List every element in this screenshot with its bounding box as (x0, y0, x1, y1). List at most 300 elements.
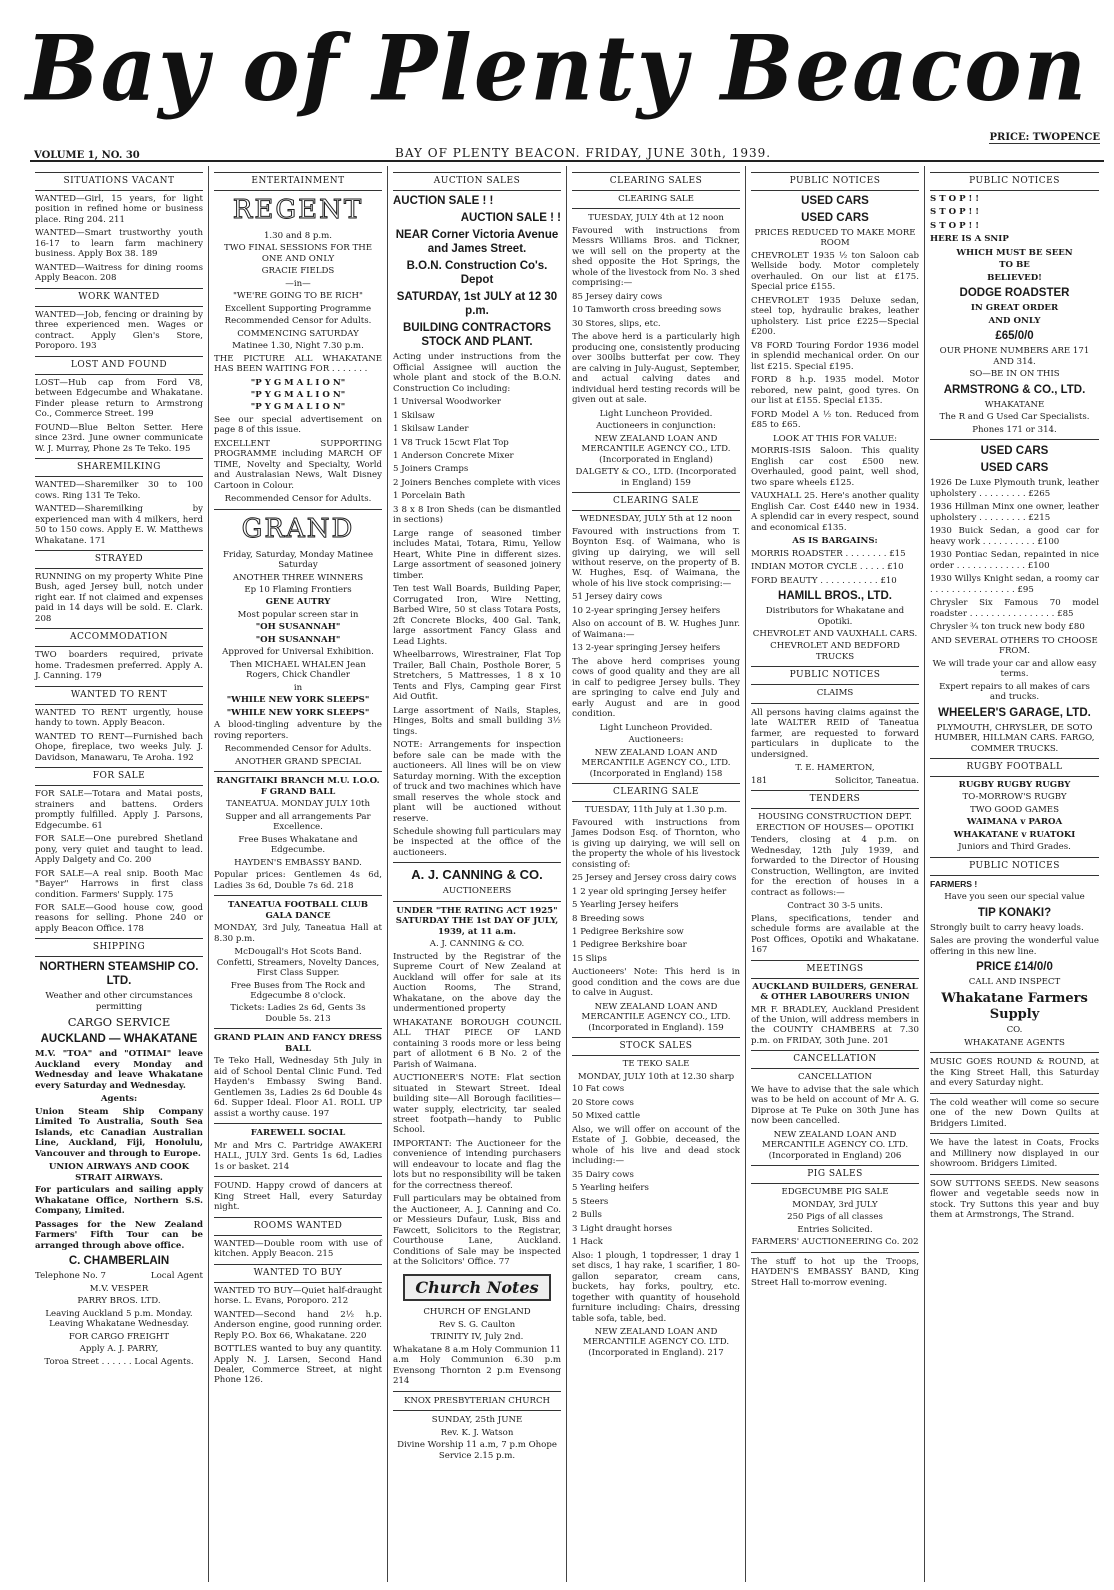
classified-ad: WANTED—Smart trustworthy youth 16-17 to learn farm machinery business. Apply Box 38. 189 (35, 228, 203, 260)
text: We will trade your car and allow easy terms. (932, 658, 1097, 680)
text: Have you seen our special value (944, 892, 1085, 903)
section-heading: STOCK SALES (572, 1037, 740, 1056)
divider (214, 771, 382, 772)
text: S T O P ! ! (930, 207, 980, 218)
text: "WHILE NEW YORK SLEEPS" (226, 695, 370, 706)
list-item: 10 Fat cows (572, 1084, 625, 1095)
list-item: Chrysler ¾ ton truck new body £80 (930, 622, 1085, 633)
text: MONDAY, 3rd July, Taneatua Hall at 8.30 p.m. (214, 923, 382, 944)
section-heading: CANCELLATION (751, 1050, 919, 1069)
divider (214, 895, 382, 896)
section-heading: PUBLIC NOTICES (751, 172, 919, 191)
section-heading: LOST AND FOUND (35, 356, 203, 375)
list-item: 25 Jersey and Jersey cross dairy cows (572, 873, 737, 884)
column-4 (567, 166, 746, 1582)
text: SOW SUTTONS SEEDS. New seasons flower and vegetable seeds now in stock. Try Suttons this year and buy them at Armstrongs, The Strand. (930, 1178, 1099, 1221)
list-item: 30 Stores, slips, etc. (572, 318, 661, 329)
text: T. E. HAMERTON, (795, 763, 875, 774)
section-heading: RUGBY FOOTBALL (930, 758, 1099, 777)
classified-ad: FOR SALE—One purebred Shetland pony, very quiet and taught to lead. Apply Dalgety and Co. 200 (35, 834, 203, 866)
text: AND ONLY (988, 315, 1041, 326)
text: Excellent Supporting Programme (224, 303, 372, 314)
text: All persons having claims against the late WALTER REID of Taneatua farmer, are requested to forward particulars in duplicate to the undersigned. (751, 707, 919, 760)
auctioneer-name: A. J. CANNING & CO. (411, 867, 543, 883)
text: NEW ZEALAND LOAN AND MERCANTILE AGENCY CO., LTD. (Incorporated in England) 158 (581, 747, 731, 779)
text: MORRIS-ISIS Saloon. This quality English car cost £500 new. Overhauled, good paint, well shod, two spare wheels £125. (751, 446, 919, 488)
text: Union Steam Ship Company Limited To Australia, South Sea Islands, etc Canadian Australian Line, Auckland, Fiji, Honolulu, Vancouver and through to Europe. (35, 1106, 203, 1159)
event-title: TANEATUA FOOTBALL CLUB GALA DANCE (227, 900, 369, 921)
headline: USED CARS (801, 211, 869, 224)
text: Auctioneers: (628, 735, 684, 746)
section-heading: TENDERS (751, 790, 919, 809)
text: AUCTIONEER'S NOTE: Flat section situated in Stewart Street. Ideal building site—All Borough facilities—water supply, electricity, tar sealed street footpath—handy to Public School. (393, 1073, 561, 1136)
classified-ad: WANTED—Girl, 15 years, for light position in refined home or business place. Ring 204. 211 (35, 193, 203, 225)
text: PRICES REDUCED TO MAKE MORE ROOM (754, 228, 916, 249)
headline: BUILDING CONTRACTORS STOCK AND PLANT. (402, 322, 551, 349)
text: —in— (285, 278, 311, 289)
local-agent: Local Agent (150, 1271, 203, 1282)
text: Toroa Street . . . . . . Local Agents. (44, 1356, 194, 1367)
text: Favoured with instructions from Messrs Williams Bros. and Tickner, we will sell on the property at the shed opposite the Hot Springs, the whole of the livestock from No. 3 shed comprising:— (572, 225, 740, 289)
text: NEW ZEALAND LOAN AND MERCANTILE AGENCY CO. LTD. (Incorporated in England) 206 (761, 1129, 909, 1161)
text: PLYMOUTH, CHRYSLER, DE SOTO HUMBER, HILLMAN CARS. FARGO, COMMER TRUCKS. (934, 722, 1095, 754)
text: "P Y G M A L I O N" (250, 377, 346, 388)
column-1 (30, 166, 209, 1582)
divider (751, 703, 919, 704)
text: Ep 10 Flaming Frontiers (244, 585, 352, 595)
text: FORD Model A ½ ton. Reduced from £85 to £65. (751, 409, 919, 431)
classified-ad: WANTED—Waitress for dining rooms Apply Beacon. 208 (35, 262, 203, 284)
text: Tickets: Ladies 2s 6d, Gents 3s Double 5s. 213 (230, 1003, 366, 1024)
text: TO BE (999, 260, 1030, 271)
headline: USED CARS (980, 462, 1049, 475)
list-item: 8 Breeding sows (572, 913, 645, 924)
text: NEW ZEALAND LOAN AND MERCANTILE AGENCY CO., LTD. (Incorporated in England) (581, 433, 731, 465)
list-item: 2 Bulls (572, 1210, 602, 1221)
company-name: ARMSTRONG & CO., LTD. (943, 383, 1086, 396)
classified-ad: BOTTLES wanted to buy any quantity. Apply N. J. Larsen, Second Hand Dealer, Commerce Street, at night Phone 126. (214, 1344, 382, 1386)
text: CHEVROLET AND VAUXHALL CARS. (752, 629, 918, 639)
event-title: GRAND PLAIN AND FANCY DRESS BALL (214, 1033, 382, 1054)
text: NEW ZEALAND LOAN AND MERCANTILE AGENCY CO. LTD. (Incorporated in England). 217 (582, 1326, 730, 1358)
text: AUCKLAND BUILDERS, GENERAL & OTHER LABOURERS UNION (752, 981, 918, 1003)
text: Solicitor, Taneatua. (834, 775, 919, 786)
text: FOUND. Happy crowd of dancers at King Street Hall, every Saturday night. (214, 1181, 382, 1213)
event-title: FAREWELL SOCIAL (250, 1128, 346, 1139)
section-heading: SITUATIONS VACANT (35, 172, 203, 191)
text: Light Luncheon Provided. (599, 722, 713, 733)
text: FORD BEAUTY . . . . . . . . . . . £10 (751, 575, 897, 586)
text: Favoured with instructions from James Dodson Esq. of Thornton, who is giving up dairying, we will sell on the property the whole of his livestock consisting of: (572, 817, 740, 870)
text: PARRY BROS. LTD. (77, 1296, 161, 1307)
text: Also on account of B. W. Hughes Junr. of Waimana:— (572, 619, 740, 640)
list-item: 1 Anderson Concrete Mixer (393, 451, 514, 461)
column-5 (746, 166, 925, 1582)
text: Also: 1 plough, 1 topdresser, 1 dray 1 set discs, 1 hay rake, 1 scarifier, 1 80-gallon separator, cream cans, buckets, hay forks, poultry, etc. together with quantity of household furniture including: Chairs, dressing table sofa, table, bed. (572, 1250, 740, 1324)
text: The R and G Used Car Specialists. (939, 412, 1090, 423)
section-heading: FOR SALE (35, 767, 203, 786)
text: "WHILE NEW YORK SLEEPS" (226, 707, 370, 718)
text: Friday, Saturday, Monday Matinee Saturday (222, 549, 374, 571)
classified-ad: RUNNING on my property White Pine Bush, aged Jersey bull, notch under right ear. If not claimed and expenses paid in 14 days will be sold. E. Clark. 208 (35, 571, 203, 624)
text: Apply A. J. PARRY, (79, 1344, 159, 1355)
list-item: 51 Jersey dairy cows (572, 592, 663, 603)
price: £65/0/0 (995, 330, 1034, 343)
agent-row (35, 1271, 203, 1281)
text: For particulars and sailing apply Whakatane Office, Northern S.S. Company, Limited. (35, 1185, 203, 1217)
list-item: 5 Steers (572, 1196, 609, 1207)
section-heading: MEETINGS (751, 960, 919, 979)
list-item: 5 Yearling heifers (572, 1183, 649, 1194)
list-item: Chrysler Six Famous 70 model roadster . . . . . . . . . . . . . . . . £85 (930, 598, 1099, 619)
section-heading: WANTED TO RENT (35, 686, 203, 705)
list-item: 1930 Pontiac Sedan, repainted in nice order . . . . . . . . . . . . . £100 (930, 550, 1099, 571)
text: Full particulars may be obtained from the Auctioneer, A. J. Canning and Co. or Messieurs Dufaur, Lusk, Biss and Fawcett, Solicitors to the Registrar, Courthouse Lane, Auckland. Conditions of Sale may be inspected at the Solicitors' Office. 77 (393, 1194, 561, 1268)
text: Distributors for Whakatane and Opotiki. (765, 606, 905, 627)
column-6 (925, 166, 1104, 1582)
text: EDGECUMBE PIG SALE (781, 1187, 889, 1198)
text: Divine Worship 11 a.m, 7 p.m Ohope Service 2.15 p.m. (397, 1440, 557, 1461)
text: ANOTHER GRAND SPECIAL (235, 756, 361, 767)
list-item: 5 Joiners Cramps (393, 464, 469, 475)
text: V8 FORD Touring Fordor 1936 model in splendid mechanical order. On our list £215. Special £195. (751, 340, 919, 372)
list-item: 1 Pedigree Berkshire sow (572, 927, 684, 937)
text: Popular prices: Gentlemen 4s 6d, Ladies 3s 6d, Double 7s 6d. 218 (214, 870, 382, 891)
event-title: RANGITAIKI BRANCH M.U. I.O.O. F GRAND BALL (216, 776, 380, 797)
text: UNION AIRWAYS AND COOK STRAIT AIRWAYS. (48, 1162, 190, 1183)
classified-ad: WANTED—Sharemilking by experienced man with 4 milkers, herd 50 to 150 cows. Apply E. W. Matthews Whakatane. 171 (35, 504, 203, 546)
classified-ad: FOR SALE—A real snip. Booth Mac "Bayer" Harrows in first class condition. Farmers' Supply. 175 (35, 868, 203, 900)
section-heading: AUCTION SALES (393, 172, 561, 191)
agent-name: C. CHAMBERLAIN (68, 1255, 170, 1268)
text: We have to advise that the sale which was to be held on account of Mr A. G. Diprose at Te Puke on 30th June has now been cancelled. (751, 1084, 919, 1127)
divider (214, 1176, 382, 1177)
list-item: 1930 Buick Sedan, a good car for heavy work . . . . . . . . . . £100 (930, 526, 1099, 547)
text: Recommended Censor for Adults. (224, 494, 372, 505)
divider (930, 1133, 1099, 1134)
volume-label: VOLUME 1, NO. 30 (34, 150, 140, 161)
section-heading: ROOMS WANTED (214, 1217, 382, 1236)
text: HAYDEN'S EMBASSY BAND. (234, 857, 362, 868)
text: INDIAN MOTOR CYCLE . . . . . £10 (751, 562, 904, 573)
text: FARMERS' AUCTIONEERING Co. 202 (751, 1237, 919, 1248)
regent-logo: REGENT (232, 194, 364, 225)
text: FARMERS ! (930, 878, 978, 889)
text: 250 Pigs of all classes (787, 1212, 883, 1223)
text: GRACIE FIELDS (261, 266, 335, 277)
text: CLAIMS (816, 688, 854, 699)
text: WHAKATANE (984, 399, 1045, 410)
text: Matinee 1.30, Night 7.30 p.m. (232, 341, 364, 352)
text: Auctioneers' Note: This herd is in good condition and the cows are due to calve in August. (572, 967, 740, 999)
divider (930, 1093, 1099, 1094)
classified-ad: WANTED TO RENT—Furnished bach Ohope, fireplace, two weeks July. J. Davidson, Manawaru, Te Aroha. 192 (35, 731, 203, 763)
text: Then MICHAEL WHALEN Jean Rogers, Chick Chandler (230, 659, 366, 681)
list-item: 1936 Hillman Minx one owner, leather upholstery . . . . . . . . . £215 (930, 502, 1099, 523)
headline: SATURDAY, 1st JULY at 12 30 p.m. (396, 291, 558, 318)
text: Strongly built to carry heavy loads. (930, 922, 1084, 933)
text: Favoured with instructions from T. Boynton Esq. of Waimana, who is giving up dairying, we will sell without reserve, on the property of B. W. Hughes, Esq. of Waimana, the whole of his live stock comprising:— (572, 526, 740, 589)
list-item: 2 Joiners Benches complete with vices (393, 477, 561, 488)
text: "OH SUSANNAH" (255, 622, 341, 633)
text: CHEVROLET 1935 ½ ton Saloon cab Wellside body. Motor completely overhauled. On our list at £175. Special price £155. (751, 250, 919, 293)
text: Light Luncheon Provided. (599, 408, 713, 419)
list-item: 35 Dairy cows (572, 1169, 634, 1180)
text: Contract 30 3-5 units. (787, 901, 883, 912)
divider (393, 1410, 561, 1411)
text: Leaving Auckland 5 p.m. Monday. Leaving Whakatane Wednesday. (45, 1308, 193, 1330)
text: Agents: (100, 1094, 138, 1105)
section-heading: ENTERTAINMENT (214, 172, 382, 191)
text: See our special advertisement on page 8 of this issue. (214, 414, 382, 436)
list-item: 3 8 x 8 Iron Sheds (can be dismantled in sections) (393, 504, 561, 526)
price: PRICE £14/0/0 (976, 961, 1053, 974)
classified-ad: WANTED TO BUY—Quiet half-draught horse. L. Evans, Poroporo. 212 (214, 1285, 382, 1307)
list-item: 1 Porcelain Bath (393, 491, 466, 502)
text: CO. (1006, 1025, 1023, 1036)
classified-ad: WANTED—Second hand 2½ h.p. Anderson engine, good running order. Reply P.O. Box 66, Whakatane. 220 (214, 1309, 382, 1341)
text: IMPORTANT: The Auctioneer for the convenience of intending purchasers will endeavour to locate and flag the lots but no responsibility will be taken for the correctness thereof. (393, 1138, 561, 1191)
text: Passages for the New Zealand Farmers' Fifth Tour can be arranged through above office. (35, 1219, 203, 1251)
text: Supper and all arrangements Par Excellence. (225, 811, 371, 833)
text: "P Y G M A L I O N" (250, 402, 346, 413)
text: SUNDAY, 25th JUNE (431, 1415, 523, 1426)
text: CALL AND INSPECT (968, 977, 1061, 988)
text: Large range of seasoned timber includes Matai, Totara, Rimu, Yellow Heart, White Pine in different sizes. Large assortment of seasoned joinery timber. (393, 528, 561, 581)
text: TWO FINAL SESSIONS FOR THE ONE AND ONLY (224, 243, 372, 264)
telephone: Telephone No. 7 (35, 1271, 107, 1282)
section-heading: SHAREMILKING (35, 458, 203, 477)
section-heading: SHIPPING (35, 938, 203, 957)
text: ANOTHER THREE WINNERS (232, 572, 364, 583)
text: MONDAY, 3rd JULY (792, 1199, 878, 1210)
text: Te Teko Hall, Wednesday 5th July in aid of School Dental Clinic Fund. Ted Hayden's Embassy Swing Band. Gentlemen 3s, Ladies 2s 6d Double 4s 6d. Supper Ideal. Floor A1. ROLL UP assist a worthy cause. 197 (214, 1056, 382, 1119)
text: Plans, specifications, tender and schedule forms are available at the Post Offices, Opotiki and Whakatane. 167 (751, 913, 919, 956)
text: VAUXHALL 25. Here's another quality English Car. Cost £440 new in 1934. A splendid car in every respect, sound and economical £135. (751, 491, 919, 533)
text: CHEVROLET 1935 Deluxe sedan, steel top, hydraulic brakes, leather upholstery. List price £225—Special £200. (751, 295, 919, 338)
headline: B.O.N. Construction Co's. Depot (406, 260, 548, 287)
list-item: 15 Slips (572, 953, 607, 964)
list-item: 1 Hack (572, 1237, 603, 1248)
company-name: HAMILL BROS., LTD. (778, 590, 892, 603)
divider (214, 1028, 382, 1029)
text: AS IS BARGAINS: (792, 536, 878, 547)
text: HERE IS A SNIP (930, 234, 1009, 245)
text: Mr and Mrs C. Partridge AWAKERI HALL, JULY 3rd. Gents 1s 6d, Ladies 1s or basket. 214 (214, 1140, 382, 1172)
list-item: 1 Pedigree Berkshire boar (572, 940, 687, 951)
text: TWO GOOD GAMES (970, 804, 1059, 815)
text: Rev. K. J. Watson (440, 1427, 514, 1438)
text: RUGBY RUGBY RUGBY (958, 779, 1071, 790)
text: The above herd is a particularly high producing one, consistently producing over 300lbs butterfat per cow. They are calving in July-August, September, and actual calving dates and individual herd testing records will be given out at sale. (572, 332, 740, 406)
text: NEW ZEALAND LOAN AND MERCANTILE AGENCY CO., LTD. (Incorporated in England). 159 (581, 1001, 731, 1033)
text: A. J. CANNING & CO. (429, 939, 525, 950)
text: NOTE: Arrangements for inspection before sale can be made with the auctioneers. All lines will be on view Saturday morning. With the exception of truck and two machines which have small reserves the whole stock and plant will be auctioned without reserve. (393, 740, 561, 824)
masthead-rule (30, 160, 1104, 162)
text: Auctioneers in conjunction: (596, 421, 716, 432)
text: BELIEVED! (987, 272, 1042, 283)
headline: NEAR Corner Victoria Avenue and James Street. (395, 229, 559, 256)
text: Free Buses from The Rock and Edgecumbe 8 o'clock. (230, 980, 366, 1001)
section-heading: STRAYED (35, 550, 203, 569)
list-item: 1 Skilsaw Lander (393, 424, 469, 435)
text: "P Y G M A L I O N" (250, 389, 346, 400)
text: The stuff to hot up the Troops, HAYDEN'S EMBASSY BAND, King Street Hall to-morrow evening. (751, 1256, 919, 1288)
text: HOUSING CONSTRUCTION DEPT. ERECTION OF HOUSES— OPOTIKI (756, 812, 914, 833)
section-heading: WORK WANTED (35, 288, 203, 307)
divider (393, 901, 561, 902)
divider (214, 1123, 382, 1124)
text: Wheelbarrows, Wirestrainer, Flat Top Trailer, Ball Chain, Posthole Borer, 5 Stretchers, 5 Mattresses, 1 8 x 10 Tents and Flys, Camping gear First Aid Outfit. (393, 650, 561, 703)
section-heading: PUBLIC NOTICES (930, 857, 1099, 876)
text: Whakatane 8 a.m Holy Communion 11 a.m Holy Communion 6.30 p.m Evensong Thornton 2 p.m Evensong 214 (393, 1344, 561, 1387)
text: TANEATUA. MONDAY JULY 10th (225, 799, 371, 810)
text: TUESDAY, 11th July at 1.30 p.m. (584, 805, 728, 816)
headline: TIP KONAKI? (977, 906, 1052, 919)
text: Rev S. G. Caulton (438, 1319, 516, 1330)
text: IN GREAT ORDER (970, 303, 1059, 314)
sale-title: CLEARING SALE (572, 492, 740, 511)
text: S T O P ! ! (930, 193, 980, 204)
text: McDougall's Hot Scots Band. Confetti, Streamers, Novelty Dances, First Class Supper. (216, 947, 380, 979)
text: GENE AUTRY (265, 597, 331, 608)
company-name: NORTHERN STEAMSHIP CO. LTD. (39, 961, 199, 988)
text: A blood-tingling adventure by the roving reporters. (214, 720, 382, 741)
list-item: 1 V8 Truck 15cwt Flat Top (393, 437, 509, 448)
list-item: 13 2-year springing Jersey heifers (572, 643, 721, 654)
text: Ten test Wall Boards, Building Paper, Corrugated Iron, Wire Netting, Barbed Wire, 50 st class Totara Posts, 2ft Concrete Blocks, 400 Gal. Tank, large assortment Fancy Glass and Lead Lights. (393, 584, 561, 647)
headline: USED CARS (801, 194, 869, 207)
columns (30, 166, 1104, 1582)
divider (393, 1391, 561, 1392)
text: Sales are proving the wonderful value offering in this new line. (930, 936, 1099, 957)
text: We have the latest in Coats, Frocks and Millinery now displayed in our showroom. Bridgers Limited. (930, 1138, 1099, 1170)
text: CARGO SERVICE (67, 1015, 171, 1030)
text: The cold weather will come so secure one of the new Down Quilts at Bridgers Limited. (930, 1097, 1099, 1129)
headline: DODGE ROADSTER (959, 287, 1070, 300)
ad-number: 181 (751, 775, 768, 786)
company-name: Whakatane Farmers Supply (941, 990, 1088, 1022)
text: MUSIC GOES ROUND & ROUND, at the King Street Hall, this Saturday and every Saturday night. (930, 1057, 1099, 1089)
list-item: 1 2 year old springing Jersey heifer (572, 886, 727, 897)
text: CHURCH OF ENGLAND (423, 1307, 531, 1318)
text: FORD 8 h.p. 1935 model. Motor rebored, new paint, good tyres. On our list at £155. Special £135. (751, 375, 919, 407)
text: WHAKATANE v RUATOKI (953, 829, 1076, 840)
text: TRINITY IV, July 2nd. (430, 1332, 524, 1343)
text: OUR PHONE NUMBERS ARE 171 AND 314. (939, 346, 1090, 367)
text: M.V. "TOA" and "OTIMAI" leave Auckland every Monday and Wednesday and leave Whakatane every Saturday and Wednesday. (35, 1049, 203, 1091)
company-name: WHEELER'S GARAGE, LTD. (938, 706, 1091, 719)
section-heading: PUBLIC NOTICES (930, 172, 1099, 191)
classified-ad: WANTED—Double room with use of kitchen. Apply Beacon. 215 (214, 1238, 382, 1260)
text: Instructed by the Registrar of the Supreme Court of New Zealand at Auckland will offer for sale at its Auction Rooms, The Strand, Whakatane, on the above day the undermentioned property (393, 951, 561, 1015)
list-item: 10 2-year springing Jersey heifers (572, 605, 721, 616)
text: Also, we will offer on account of the Estate of J. Gobbie, deceased, the whole of his live and dead stock including:— (572, 1124, 740, 1167)
list-item: 85 Jersey dairy cows (572, 291, 663, 302)
text: in (293, 682, 303, 693)
headline: AUCTION SALE ! ! (460, 211, 561, 224)
divider (930, 439, 1099, 440)
text: SO—BE IN ON THIS (969, 369, 1060, 380)
text: Juniors and Third Grades. (958, 842, 1071, 853)
text: Most popular screen star in (237, 609, 359, 620)
text: DALGETY & CO., LTD. (Incorporated in England) 159 (575, 467, 737, 488)
text: COMMENCING SATURDAY (237, 328, 359, 339)
list-item: 10 Tamworth cross breeding sows (572, 305, 722, 316)
text: TO-MORROW'S RUGBY (962, 792, 1067, 803)
list-item: 20 Store cows (572, 1097, 634, 1108)
text: WEDNESDAY, JULY 5th at 12 noon (579, 514, 733, 525)
text: Expert repairs to all makes of cars and trucks. (939, 681, 1090, 703)
text: Free Buses Whakatane and Edgecumbe. (238, 834, 358, 856)
text: Weather and other circumstances permitting (45, 991, 193, 1012)
section-heading: ACCOMMODATION (35, 628, 203, 647)
masthead (0, 0, 1114, 160)
text: Entries Solicited. (797, 1224, 873, 1235)
classified-ad: FOR SALE—Good house cow, good reasons for selling. Phone 240 or apply Beacon Office. 178 (35, 903, 203, 934)
text: Phones 171 or 314. (972, 424, 1057, 435)
text: EXCELLENT SUPPORTING PROGRAMME including MARCH OF TIME, Novelty and Specialty, World and Australasian News, Walt Disney Cartoon in Colour. (214, 438, 382, 491)
text: FOR CARGO FREIGHT (68, 1331, 170, 1342)
list-item: 1 Universal Woodworker (393, 397, 501, 408)
list-item: 50 Mixed cattle (572, 1111, 641, 1122)
text: TUESDAY, JULY 4th at 12 noon (588, 213, 724, 224)
text: UNDER "THE RATING ACT 1925" SATURDAY THE 1st DAY OF JULY, 1939, at 11 a.m. (395, 905, 559, 937)
newspaper-title: Bay of Plenty Beacon (25, 15, 1089, 122)
text: 1.30 and 8 p.m. (263, 230, 333, 241)
route: AUCKLAND — WHAKATANE (40, 1033, 198, 1046)
classified-ad: WANTED TO RENT urgently, house handy to town. Apply Beacon. (35, 707, 203, 729)
text: Recommended Censor for Adults. (224, 316, 372, 327)
text: Recommended Censor for Adults. (224, 744, 372, 755)
divider (572, 208, 740, 209)
column-3 (388, 166, 567, 1582)
section-heading: PIG SALES (751, 1165, 919, 1184)
classified-ad: WANTED—Job, fencing or draining by three experienced men. Wages or contract. Apply Glen's Store, Poroporo. 193 (35, 309, 203, 352)
list-item: 1930 Willys Knight sedan, a roomy car . . . . . . . . . . . . . . . . £95 (930, 574, 1099, 595)
list-item: 1926 De Luxe Plymouth trunk, leather upholstery . . . . . . . . . £265 (930, 478, 1099, 499)
text: MONDAY, JULY 10th at 12.30 sharp (577, 1071, 735, 1082)
classified-ad: FOUND—Blue Belton Setter. Here since 23rd. June owner communicate W. J. Murray, Phone 2s Te Teko. 195 (35, 422, 203, 454)
text: CHEVROLET AND BEDFORD TRUCKS (770, 641, 900, 662)
classified-ad: LOST—Hub cap from Ford V8, between Edgecumbe and Whakatane. Finder please return to Armstrong Co., Commerce Street. 199 (35, 377, 203, 420)
text: LOOK AT THIS FOR VALUE: (772, 433, 898, 444)
classified-ad: WANTED—Sharemilker 30 to 100 cows. Ring 131 Te Teko. (35, 480, 203, 501)
list-item: 1 Skilsaw (393, 410, 435, 421)
text: M.V. VESPER (89, 1283, 149, 1294)
text: "WE'RE GOING TO BE RICH" (232, 291, 364, 302)
text: KNOX PRESBYTERIAN CHURCH (403, 1395, 551, 1406)
divider (930, 1174, 1099, 1175)
section-heading: CLEARING SALES (572, 172, 740, 191)
text: Large assortment of Nails, Staples, Hinges, Bolts and small building 3½ tings. (393, 705, 561, 737)
classified-ad: FOR SALE—Totara and Matai posts, strainers and battens. Orders promptly fulfilled. Apply J. Parsons, Edgecumbe. 61 (35, 789, 203, 831)
text: Schedule showing full particulars may be inspected at the office of the auctioneers. (393, 826, 561, 858)
classified-ad: TWO boarders required, private home. Tradesmen preferred. Apply A. J. Canning. 179 (35, 650, 203, 682)
column-2 (209, 166, 388, 1582)
text: WHICH MUST BE SEEN (956, 247, 1073, 258)
divider (393, 862, 561, 863)
divider (751, 1252, 919, 1253)
price-label: PRICE: TWOPENCE (989, 132, 1100, 143)
divider (214, 509, 382, 510)
text: Approved for Universal Exhibition. (222, 647, 374, 658)
text: "OH SUSANNAH" (255, 634, 341, 645)
text: CANCELLATION (798, 1072, 872, 1083)
text: MORRIS ROADSTER . . . . . . . . £15 (751, 548, 906, 559)
divider (930, 1052, 1099, 1053)
headline: USED CARS (980, 445, 1049, 458)
